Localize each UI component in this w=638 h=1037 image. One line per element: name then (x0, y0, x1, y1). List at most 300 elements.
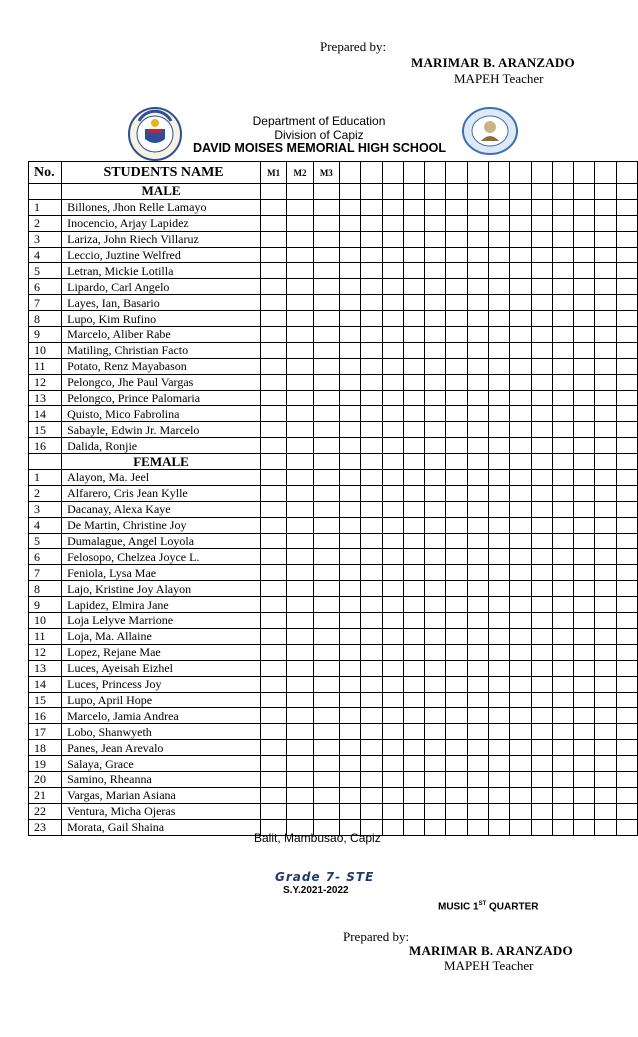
grade-cell (446, 231, 467, 247)
grade-cell (313, 438, 339, 454)
grade-cell (552, 422, 573, 438)
table-row (29, 247, 638, 263)
grade-cell (552, 740, 573, 756)
quarter-sup: ST (478, 901, 487, 907)
table-row (29, 644, 638, 660)
grade-cell (339, 613, 360, 629)
table-header-row (29, 162, 638, 184)
grade-cell (382, 628, 403, 644)
grade-cell (260, 406, 286, 422)
grade-cell (595, 263, 616, 279)
student-name: Matiling, Christian Facto (62, 342, 261, 358)
student-name: Leccio, Juztine Welfred (62, 247, 261, 263)
grade-cell (361, 295, 382, 311)
student-number: 4 (29, 517, 62, 533)
grade-cell (574, 549, 595, 565)
grade-cell (339, 740, 360, 756)
grade-cell (425, 740, 446, 756)
grade-cell (260, 311, 286, 327)
grade-cell (467, 676, 488, 692)
grade-cell (287, 263, 313, 279)
grade-cell (260, 470, 286, 486)
grade-cell (339, 581, 360, 597)
grade-cell (510, 342, 531, 358)
grade-cell (425, 692, 446, 708)
grade-cell (510, 771, 531, 787)
grade-cell (574, 613, 595, 629)
grade-cell (260, 517, 286, 533)
student-number: 12 (29, 374, 62, 390)
grade-cell (574, 422, 595, 438)
grade-cell (552, 485, 573, 501)
grade-cell (510, 470, 531, 486)
grade-cell (287, 517, 313, 533)
grade-cell (488, 390, 509, 406)
grade-cell (552, 613, 573, 629)
grade-cell (446, 374, 467, 390)
grade-cell (361, 724, 382, 740)
student-number: 22 (29, 803, 62, 819)
grade-cell (446, 724, 467, 740)
student-number: 13 (29, 390, 62, 406)
grade-cell (595, 454, 616, 470)
grade-cell (339, 390, 360, 406)
grade-cell (616, 199, 637, 215)
grade-cell (260, 581, 286, 597)
grade-cell (287, 565, 313, 581)
student-number: 14 (29, 676, 62, 692)
grade-cell (339, 644, 360, 660)
table-row (29, 771, 638, 787)
grade-cell (510, 454, 531, 470)
grade-cell (467, 311, 488, 327)
grade-cell (260, 199, 286, 215)
student-number: 4 (29, 247, 62, 263)
grade-cell (488, 406, 509, 422)
grade-cell (382, 311, 403, 327)
grade-cell (382, 231, 403, 247)
grade-cell (425, 231, 446, 247)
grade-cell (339, 485, 360, 501)
grade-cell (446, 162, 467, 184)
grade-cell (361, 803, 382, 819)
grade-cell (595, 581, 616, 597)
grade-cell (616, 215, 637, 231)
grade-cell (467, 549, 488, 565)
grade-cell (488, 184, 509, 200)
grade-cell (510, 295, 531, 311)
grade-cell (313, 327, 339, 343)
grade-cell (313, 422, 339, 438)
grade-cell (425, 311, 446, 327)
grade-cell (488, 358, 509, 374)
table-row (29, 597, 638, 613)
grade-cell (382, 676, 403, 692)
grade-cell (382, 454, 403, 470)
grade-section: Grade 7- STE (275, 870, 375, 884)
grade-cell (531, 438, 552, 454)
grade-cell (382, 756, 403, 772)
male-section-row (29, 184, 638, 200)
grade-cell (616, 406, 637, 422)
grade-cell (287, 787, 313, 803)
grade-cell (361, 231, 382, 247)
grade-cell (403, 517, 424, 533)
grade-cell (403, 390, 424, 406)
grade-cell (595, 374, 616, 390)
grade-cell (382, 565, 403, 581)
student-name: Morata, Gail Shaina (62, 819, 261, 835)
grade-cell (260, 454, 286, 470)
grade-cell (510, 485, 531, 501)
grade-cell (531, 517, 552, 533)
grade-cell (467, 644, 488, 660)
grade-cell (531, 231, 552, 247)
grade-cell (616, 485, 637, 501)
grade-cell (446, 184, 467, 200)
grade-cell (313, 724, 339, 740)
student-name: Loja Lelyve Marrione (62, 613, 261, 629)
grade-cell (382, 787, 403, 803)
grade-cell (574, 184, 595, 200)
student-name: Lupo, April Hope (62, 692, 261, 708)
grade-cell (361, 263, 382, 279)
student-name: De Martin, Christine Joy (62, 517, 261, 533)
grade-cell (531, 756, 552, 772)
grade-cell (361, 374, 382, 390)
grade-cell (467, 279, 488, 295)
grade-cell (488, 549, 509, 565)
grade-cell (403, 724, 424, 740)
grade-cell (382, 327, 403, 343)
grade-cell (595, 597, 616, 613)
grade-cell (488, 374, 509, 390)
grade-cell (339, 676, 360, 692)
grade-cell (510, 581, 531, 597)
grade-cell (425, 184, 446, 200)
grade-cell (361, 565, 382, 581)
grade-cell (287, 485, 313, 501)
grade-cell (260, 215, 286, 231)
grade-cell (446, 485, 467, 501)
grade-cell (531, 358, 552, 374)
grade-cell (446, 342, 467, 358)
grade-cell (446, 295, 467, 311)
grade-cell (361, 692, 382, 708)
grade-cell (510, 549, 531, 565)
grade-cell (425, 771, 446, 787)
grade-cell (510, 533, 531, 549)
grade-cell (488, 422, 509, 438)
grade-cell (616, 501, 637, 517)
grade-cell (446, 501, 467, 517)
grade-cell (531, 454, 552, 470)
student-name: Letran, Mickie Lotilla (62, 263, 261, 279)
grade-cell (361, 549, 382, 565)
grade-cell (382, 279, 403, 295)
grade-cell (425, 263, 446, 279)
grade-cell (552, 819, 573, 835)
grade-cell (403, 406, 424, 422)
grade-cell (361, 406, 382, 422)
grade-cell (403, 374, 424, 390)
grade-cell (260, 803, 286, 819)
grade-cell (403, 327, 424, 343)
table-row (29, 660, 638, 676)
grade-cell (287, 454, 313, 470)
grade-cell (616, 676, 637, 692)
grade-cell (574, 231, 595, 247)
grade-cell (287, 613, 313, 629)
grade-cell (313, 613, 339, 629)
grade-cell (574, 660, 595, 676)
grade-cell (446, 438, 467, 454)
grade-cell (552, 390, 573, 406)
grade-cell (488, 327, 509, 343)
grade-cell (260, 660, 286, 676)
grade-cell (403, 501, 424, 517)
grade-cell (313, 708, 339, 724)
grade-cell (382, 660, 403, 676)
grade-cell (467, 247, 488, 263)
grade-cell (510, 374, 531, 390)
student-name: Quisto, Mico Fabrolina (62, 406, 261, 422)
grade-cell (403, 215, 424, 231)
grade-cell (382, 162, 403, 184)
grade-cell (488, 724, 509, 740)
grade-cell (616, 327, 637, 343)
student-number: 6 (29, 279, 62, 295)
grade-cell (488, 454, 509, 470)
grade-cell (531, 485, 552, 501)
grade-cell (616, 565, 637, 581)
grade-cell (382, 771, 403, 787)
grade-cell (510, 247, 531, 263)
grade-cell (595, 517, 616, 533)
grade-cell (574, 644, 595, 660)
school-name: DAVID MOISES MEMORIAL HIGH SCHOOL (193, 141, 447, 155)
student-name: Loja, Ma. Allaine (62, 628, 261, 644)
grade-cell (446, 454, 467, 470)
cell (29, 184, 62, 200)
grade-cell (446, 327, 467, 343)
grade-cell (574, 342, 595, 358)
grade-cell (425, 756, 446, 772)
grade-cell (425, 454, 446, 470)
grade-cell (467, 692, 488, 708)
grade-cell (382, 581, 403, 597)
grade-cell (287, 597, 313, 613)
grade-cell (616, 263, 637, 279)
grade-cell (403, 660, 424, 676)
grade-cell (510, 740, 531, 756)
grade-cell (574, 692, 595, 708)
grade-cell (488, 676, 509, 692)
grade-cell (425, 390, 446, 406)
grade-cell (339, 295, 360, 311)
grade-cell (403, 628, 424, 644)
grade-cell (403, 787, 424, 803)
grade-cell (446, 470, 467, 486)
grade-cell (574, 787, 595, 803)
grade-cell (339, 756, 360, 772)
grade-cell (260, 438, 286, 454)
grade-cell (446, 358, 467, 374)
grade-cell (531, 279, 552, 295)
student-name: Samino, Rheanna (62, 771, 261, 787)
grade-cell (531, 613, 552, 629)
grade-cell (574, 358, 595, 374)
grade-cell (467, 422, 488, 438)
student-number: 7 (29, 295, 62, 311)
grade-cell (531, 342, 552, 358)
grade-cell (467, 231, 488, 247)
grade-cell (616, 724, 637, 740)
grade-cell (574, 438, 595, 454)
table-row (29, 231, 638, 247)
grade-cell (313, 184, 339, 200)
grade-cell (425, 485, 446, 501)
grade-cell (313, 628, 339, 644)
grade-cell (510, 199, 531, 215)
grade-cell (616, 438, 637, 454)
col-m1-header: M1 (260, 162, 286, 184)
grade-cell (313, 660, 339, 676)
grade-cell (574, 454, 595, 470)
grade-cell (425, 597, 446, 613)
grade-cell (595, 231, 616, 247)
grade-cell (574, 565, 595, 581)
grade-cell (488, 501, 509, 517)
grade-cell (595, 279, 616, 295)
grade-cell (616, 644, 637, 660)
grade-cell (510, 231, 531, 247)
grade-cell (313, 358, 339, 374)
grade-cell (531, 374, 552, 390)
grade-cell (616, 342, 637, 358)
grade-cell (595, 311, 616, 327)
grade-cell (260, 565, 286, 581)
grade-cell (467, 470, 488, 486)
grade-cell (552, 215, 573, 231)
grade-cell (403, 549, 424, 565)
grade-cell (531, 162, 552, 184)
grade-cell (467, 263, 488, 279)
grade-cell (382, 740, 403, 756)
grade-cell (382, 517, 403, 533)
student-name: Lajo, Kristine Joy Alayon (62, 581, 261, 597)
grade-cell (287, 756, 313, 772)
grade-cell (488, 279, 509, 295)
grade-cell (467, 358, 488, 374)
grade-cell (467, 660, 488, 676)
col-m3-header: M3 (313, 162, 339, 184)
grade-cell (260, 501, 286, 517)
grade-cell (361, 327, 382, 343)
grade-cell (595, 676, 616, 692)
student-number: 7 (29, 565, 62, 581)
grade-cell (260, 692, 286, 708)
grade-cell (616, 374, 637, 390)
grade-cell (510, 327, 531, 343)
grade-cell (446, 644, 467, 660)
grade-cell (361, 660, 382, 676)
grade-cell (595, 628, 616, 644)
grade-cell (313, 199, 339, 215)
table-row (29, 374, 638, 390)
grade-cell (510, 613, 531, 629)
grade-cell (446, 406, 467, 422)
grade-cell (313, 676, 339, 692)
grade-cell (510, 756, 531, 772)
grade-cell (510, 501, 531, 517)
student-number: 2 (29, 485, 62, 501)
grade-cell (403, 247, 424, 263)
grade-cell (531, 597, 552, 613)
grade-cell (260, 342, 286, 358)
grade-cell (488, 247, 509, 263)
grade-cell (361, 501, 382, 517)
grade-cell (552, 231, 573, 247)
student-number: 14 (29, 406, 62, 422)
grade-cell (287, 279, 313, 295)
grade-cell (574, 327, 595, 343)
grade-cell (552, 692, 573, 708)
grade-cell (425, 199, 446, 215)
grade-cell (467, 406, 488, 422)
grade-cell (339, 708, 360, 724)
table-row (29, 406, 638, 422)
grade-cell (446, 533, 467, 549)
grade-cell (382, 438, 403, 454)
grade-cell (488, 628, 509, 644)
teacher-title: MAPEH Teacher (454, 71, 544, 86)
grade-cell (616, 740, 637, 756)
grade-cell (313, 533, 339, 549)
table-row (29, 628, 638, 644)
grade-cell (446, 660, 467, 676)
grade-cell (446, 565, 467, 581)
grade-cell (446, 819, 467, 835)
grade-cell (361, 771, 382, 787)
student-name: Marcelo, Aliber Rabe (62, 327, 261, 343)
grade-cell (260, 533, 286, 549)
grade-cell (313, 390, 339, 406)
grade-cell (313, 295, 339, 311)
grade-cell (339, 374, 360, 390)
student-number: 10 (29, 342, 62, 358)
department-title: Department of Education (252, 114, 386, 128)
grade-cell (595, 740, 616, 756)
grade-cell (531, 327, 552, 343)
grade-cell (425, 406, 446, 422)
grade-cell (531, 263, 552, 279)
grade-cell (403, 263, 424, 279)
grade-cell (260, 485, 286, 501)
female-section-label: FEMALE (62, 454, 261, 470)
grade-cell (488, 692, 509, 708)
grade-cell (595, 565, 616, 581)
grade-cell (361, 485, 382, 501)
grade-cell (287, 708, 313, 724)
grade-cell (339, 311, 360, 327)
grade-cell (382, 374, 403, 390)
student-number: 5 (29, 263, 62, 279)
grade-cell (595, 756, 616, 772)
grade-cell (425, 295, 446, 311)
grade-cell (382, 724, 403, 740)
grade-cell (595, 549, 616, 565)
